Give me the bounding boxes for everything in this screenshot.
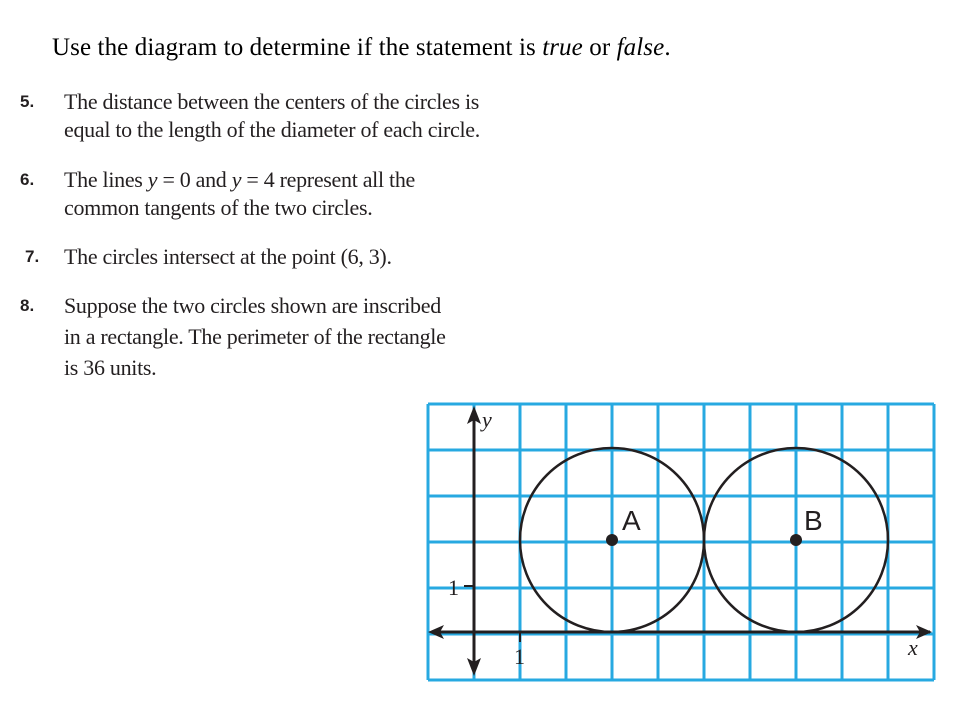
heading-prefix: Use the diagram to determine if the statement is — [52, 34, 536, 61]
problem-6-text-c: = 4 represent all the — [246, 167, 415, 192]
problem-5-line-1: The distance between the centers of the circles is — [64, 89, 480, 114]
problem-number: 8. — [20, 296, 35, 315]
point-b-label: B — [804, 505, 823, 536]
problem-8-line-2: in a rectangle. The perimeter of the rectangle — [64, 324, 446, 349]
coordinate-diagram — [418, 396, 942, 686]
problem-6-line-1 — [64, 166, 415, 194]
problem-7-line-1: The circles intersect at the point (6, 3). — [64, 244, 392, 269]
heading-suffix: . — [664, 34, 671, 61]
heading-middle: or — [589, 34, 611, 61]
problem-5-line-2: equal to the length of the diameter of each circle. — [64, 117, 480, 142]
instruction-heading — [52, 34, 671, 62]
center-point-a — [606, 534, 618, 546]
variable-y: y — [147, 167, 158, 192]
problem-8-line-3: is 36 units. — [64, 355, 157, 380]
heading-true: true — [542, 34, 583, 61]
variable-y: y — [231, 167, 242, 192]
problem-number: 5. — [20, 92, 35, 111]
problem-6-line-2: common tangents of the two circles. — [64, 195, 373, 220]
problem-6-text-a: The lines — [64, 167, 143, 192]
diagram-svg — [418, 396, 942, 686]
problem-6-text-b: = 0 and — [162, 167, 227, 192]
point-a-label: A — [622, 505, 641, 536]
heading-false: false — [616, 34, 665, 61]
grid — [428, 404, 934, 680]
x-tick-label: 1 — [514, 644, 525, 669]
center-point-b — [790, 534, 802, 546]
x-axis-label: x — [908, 635, 918, 660]
problem-number: 6. — [20, 170, 35, 189]
y-tick-label: 1 — [448, 575, 459, 600]
circles — [464, 448, 888, 642]
problem-number: 7. — [25, 247, 40, 266]
y-axis-label: y — [482, 407, 492, 432]
problem-8-line-1: Suppose the two circles shown are inscribed — [64, 293, 441, 318]
